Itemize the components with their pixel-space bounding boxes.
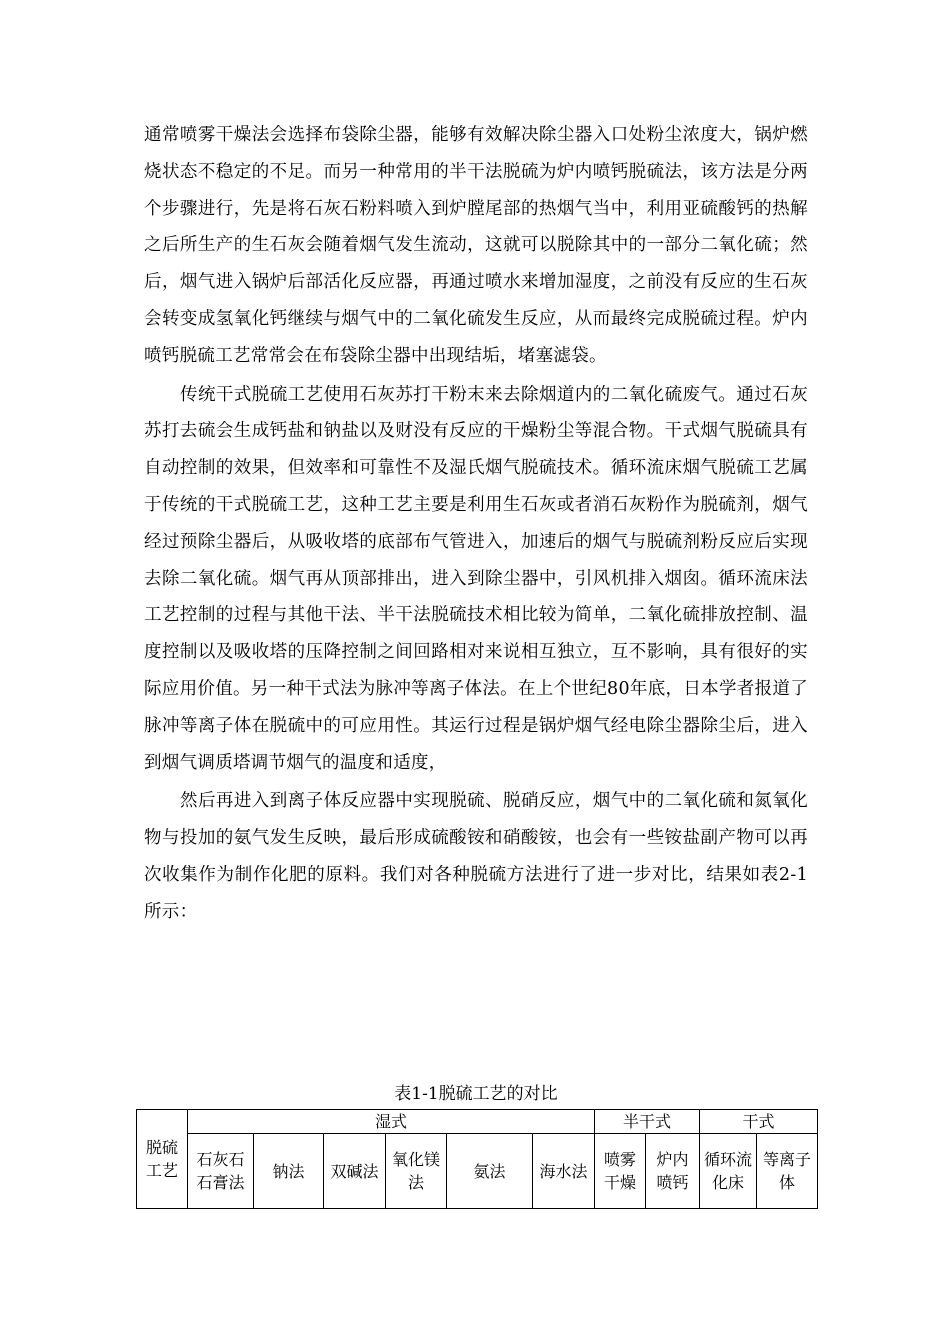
method-cell: 钠法 — [254, 1134, 324, 1209]
body-text — [144, 117, 808, 931]
group-header-dry: 干式 — [700, 1110, 818, 1134]
table-row — [137, 1134, 818, 1209]
method-cell: 氧化镁法 — [386, 1134, 447, 1209]
method-cell: 海水法 — [533, 1134, 595, 1209]
paragraph-1: 通常喷雾干燥法会选择布袋除尘器，能够有效解决除尘器入口处粉尘浓度大，锅炉燃烧状态不稳定的不足。而另一种常用的半干法脱硫为炉内喷钙脱硫法，该方法是分两个步骤进行，先是将石灰石粉料喷入到炉膛尾部的热烟气当中，利用亚硫酸钙的热解之后所生产的生石灰会随着烟气发生流动，这就可以脱除其中的一部分二氧化硫；然后，烟气进入锅炉后部活化反应器，再通过喷水来增加湿度，之前没有反应的生石灰会转变成氢氧化钙继续与烟气中的二氧化硫发生反应，从而最终完成脱硫过程。炉内喷钙脱硫工艺常常会在布袋除尘器中出现结垢，堵塞滤袋。 — [144, 125, 808, 366]
method-cell: 石灰石石膏法 — [188, 1134, 254, 1209]
method-cell: 炉内喷钙 — [646, 1134, 700, 1209]
paragraph-3: 然后再进入到离子体反应器中实现脱硫、脱硝反应，烟气中的二氧化硫和氮氧化物与投加的氨气发生反映，最后形成硫酸铵和硝酸铵，也会有一些铵盐副产物可以再次收集作为制作化肥的原料。我们对各种脱硫方法进行了进一步对比，结果如表2-1所示： — [144, 791, 808, 922]
comparison-table — [136, 1109, 818, 1209]
table-caption: 表1-1脱硫工艺的对比 — [394, 1084, 558, 1104]
method-cell: 喷雾干燥 — [595, 1134, 646, 1209]
method-cell: 等离子体 — [757, 1134, 818, 1209]
method-cell: 循环流化床 — [700, 1134, 757, 1209]
paragraph-2: 传统干式脱硫工艺使用石灰苏打干粉末来去除烟道内的二氧化硫废气。通过石灰苏打去硫会生成钙盐和钠盐以及财没有反应的干燥粉尘等混合物。干式烟气脱硫具有自动控制的效果，但效率和可靠性不及湿氏烟气脱硫技术。循环流床烟气脱硫工艺属于传统的干式脱硫工艺，这种工艺主要是利用生石灰或者消石灰粉作为脱硫剂，烟气经过预除尘器后，从吸收塔的底部布气管进入，加速后的烟气与脱硫剂粉反应后实现去除二氧化硫。烟气再从顶部排出，进入到除尘器中，引风机排入烟囱。循环流床法工艺控制的过程与其他干法、半干法脱硫技术相比较为简单，二氧化硫排放控制、温度控制以及吸收塔的压降控制之间回路相对来说相互独立，互不影响，具有很好的实际应用价值。另一种干式法为脉冲等离子体法。在上个世纪80年底，日本学者报道了脉冲等离子体在脱硫中的可应用性。其运行过程是锅炉烟气经电除尘器除尘后，进入到烟气调质塔调节烟气的温度和适度， — [144, 384, 808, 773]
group-header-wet: 湿式 — [188, 1110, 595, 1134]
table-row — [137, 1110, 818, 1134]
group-header-semidry: 半干式 — [595, 1110, 700, 1134]
method-cell: 氨法 — [447, 1134, 533, 1209]
row-header-cell: 脱硫工艺 — [137, 1110, 188, 1209]
method-cell: 双碱法 — [324, 1134, 386, 1209]
